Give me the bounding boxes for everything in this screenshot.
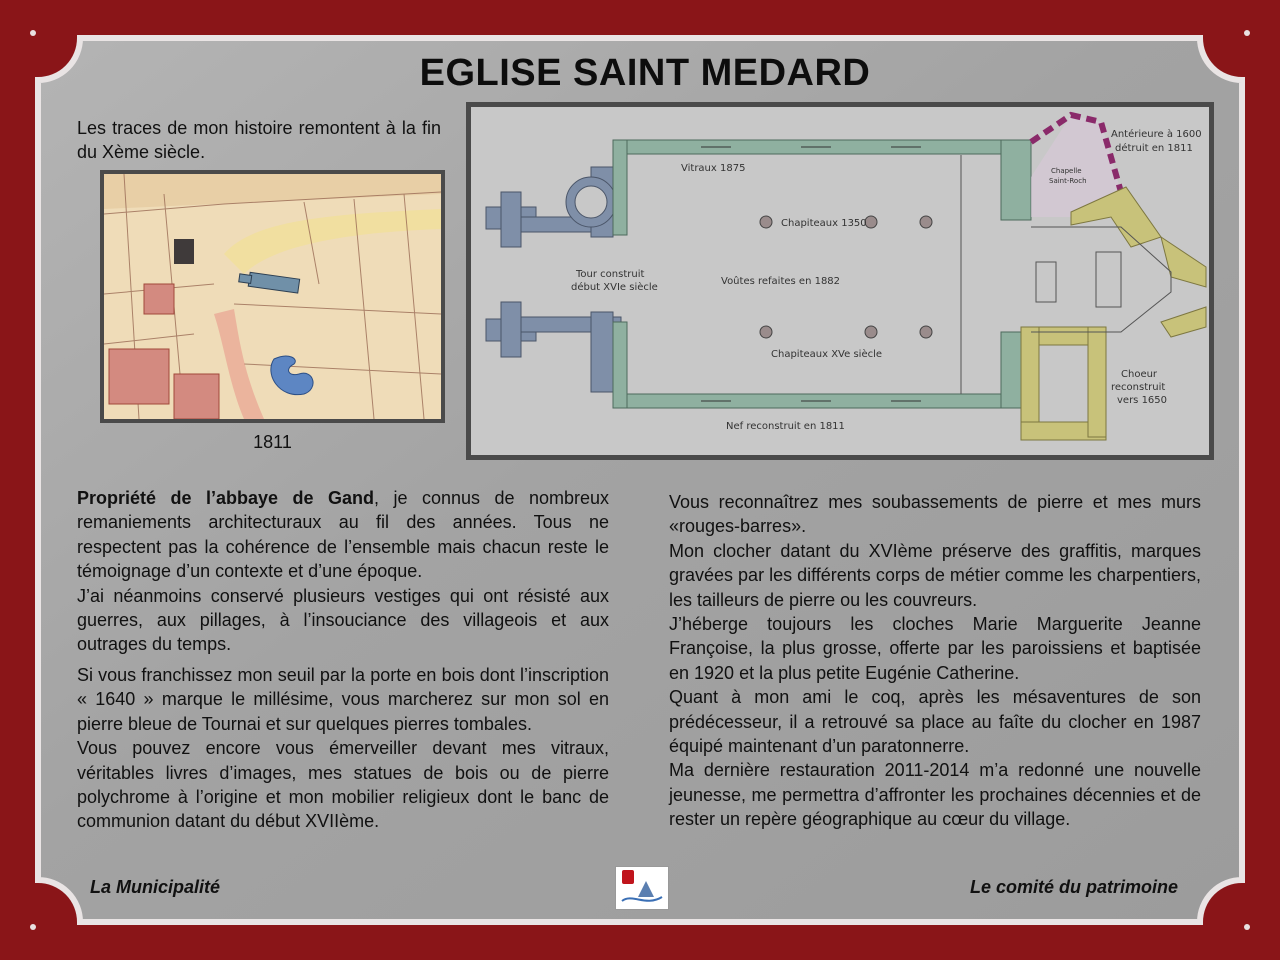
plan-label-chapiteaux-xv: Chapiteaux XVe siècle (771, 349, 883, 360)
map-illustration (104, 174, 441, 419)
left-column-block-1 (77, 486, 609, 657)
left-paragraph-1-rest: , je connus de nombreux remaniements architecturaux au fil des années. Tous ne respectent pas la cohérence de l’ensemble mais chacun reste le témoignage d’un contexte et d’une époque. (77, 488, 610, 582)
floor-plan-drawing (471, 107, 1209, 455)
left-paragraph-2: J’ai néanmoins conservé plusieurs vestiges qui ont résisté aux guerres, aux pillages, à l’insouciance des villageois et aux outrages du temps. (77, 585, 609, 655)
right-paragraph-4: Quant à mon ami le coq, après les mésaventures de son prédécesseur, il a retrouvé sa place au faîte du clocher en 1987 équipé maintenant d’un paratonnerre. (669, 687, 1201, 757)
page-title: EGLISE SAINT MEDARD (419, 52, 871, 94)
left-paragraph-3: Si vous franchissez mon seuil par la porte en bois dont l’inscription « 1640 » marque le millésime, vous marcherez sur mon sol en pierre bleue de Tournai et sur quelques pierres tombales. (77, 665, 609, 734)
plan-label-anterieure-2: détruit en 1811 (1115, 143, 1193, 154)
plan-label-voutes: Voûtes refaites en 1882 (721, 276, 841, 287)
left-paragraph-1 (77, 486, 609, 584)
right-paragraph-5: Ma dernière restauration 2011-2014 m’a redonné une nouvelle jeunesse, me permettra d’affronter les prochaines décennies et de rester un repère géographique au cœur du village. (669, 760, 1201, 830)
left-paragraph-4: Vous pouvez encore vous émerveiller devant mes vitraux, véritables livres d’images, mes statues de bois ou de pierre polychrome à l’origine et mon mobilier religieux dont le banc de communion datant du début XVIIème. (77, 738, 609, 832)
right-paragraph-2: Mon clocher datant du XVIème préserve des graffitis, marques gravées par les différents corps de métier comme les charpentiers, les tailleurs de pierre ou les couvreurs. (669, 540, 1201, 610)
left-paragraph-1-bold: Propriété de l’abbaye de Gand (77, 488, 374, 508)
plan-label-chapelle-1: Chapelle (1051, 167, 1082, 175)
plan-label-vitraux: Vitraux 1875 (681, 163, 746, 174)
logo-icon (616, 867, 668, 909)
screw-bottom-left (30, 924, 36, 930)
plan-label-choeur-2: reconstruit (1111, 382, 1166, 393)
plan-label-tour-1: Tour construit (576, 269, 645, 280)
screw-top-left (30, 30, 36, 36)
intro-text: Les traces de mon histoire remontent à la fin du Xème siècle. (77, 118, 441, 163)
map-caption: 1811 (253, 432, 292, 452)
right-paragraph-3: J’héberge toujours les cloches Marie Marguerite Jeanne Françoise, la plus grosse, offerte par les paroissiens et baptisée en 1920 et la plus petite Eugénie Catherine. (669, 614, 1201, 683)
footer-heritage-committee: Le comité du patrimoine (969, 877, 1178, 897)
right-column (669, 490, 1201, 832)
left-column-block-2 (77, 663, 609, 834)
plan-label-chapelle-2: Saint-Roch (1049, 177, 1087, 185)
church-floor-plan (466, 102, 1214, 460)
plan-label-anterieure-1: Antérieure à 1600 (1111, 129, 1202, 140)
cadastral-map-1811 (100, 170, 445, 423)
plan-label-tour-2: début XVIe siècle (571, 282, 658, 293)
plan-label-choeur-1: Choeur (1121, 369, 1158, 380)
right-paragraph-1: Vous reconnaîtrez mes soubassements de pierre et mes murs «rouges-barres». (669, 492, 1201, 537)
screw-bottom-right (1244, 924, 1250, 930)
plan-label-nef: Nef reconstruit en 1811 (726, 421, 845, 432)
commune-logo (615, 866, 669, 910)
plan-label-chapiteaux-1350: Chapiteaux 1350 (781, 218, 867, 229)
screw-top-right (1244, 30, 1250, 36)
footer-municipality: La Municipalité (90, 877, 221, 897)
plan-label-choeur-3: vers 1650 (1117, 395, 1168, 406)
